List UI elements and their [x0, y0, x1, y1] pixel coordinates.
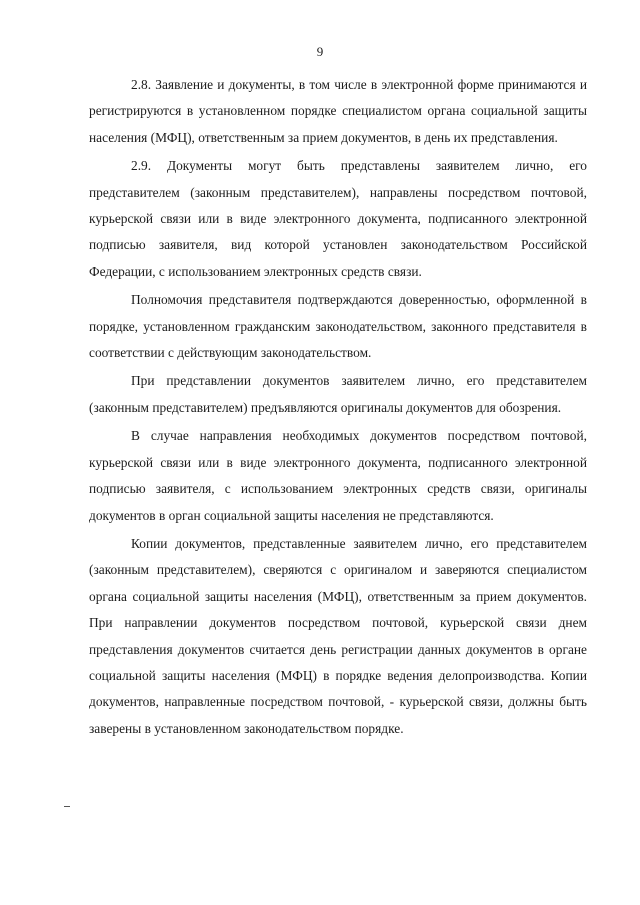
paragraph-2-9: 2.9. Документы могут быть представлены заявителем лично, его представителем (законным представителем), направлены посредством почтовой, курьерской связи или в виде электронного документа, подписанного электронной подписью заявителя, вид которой установлен законодательством Российской Федерации, с использованием электронных средств связи. — [89, 158, 587, 279]
paragraph-copies: Копии документов, представленные заявителем лично, его представителем (законным представителем), сверяются с оригиналом и заверяются специалистом органа социальной защиты населения (МФЦ), ответственным за прием документов. При направлении документов посредством почтовой, курьерской связи днем представления документов считается день регистрации данных документов в органе социальной защиты населения (МФЦ) в порядке ведения делопроизводства. Копии документов, направленные посредством почтовой, - курьерской связи, должны быть заверены в установленном законодательством порядке. — [89, 535, 587, 736]
paragraph-postal-originals: В случае направления необходимых документов посредством почтовой, курьерской связи или в виде электронного документа, подписанного электронной подписью заявителя, с использованием электронных средств связи, оригиналы документов в орган социальной защиты населения не представляются. — [89, 428, 587, 523]
paragraph-authority: Полномочия представителя подтверждаются доверенностью, оформленной в порядке, установленном гражданским законодательством, законного представителя в соответствии с действующим законодательством. — [89, 292, 587, 361]
paragraph-2-8: 2.8. Заявление и документы, в том числе в электронной форме принимаются и регистрируются в установленном порядке специалистом органа социальной защиты населения (МФЦ), ответственным за прием документов, в день их представления. — [89, 77, 587, 145]
margin-mark — [64, 806, 70, 807]
paragraph-originals: При представлении документов заявителем лично, его представителем (законным представителем) предъявляются оригиналы документов для обозрения. — [89, 373, 587, 415]
page-number: 9 — [316, 44, 324, 59]
document-body — [89, 72, 587, 742]
